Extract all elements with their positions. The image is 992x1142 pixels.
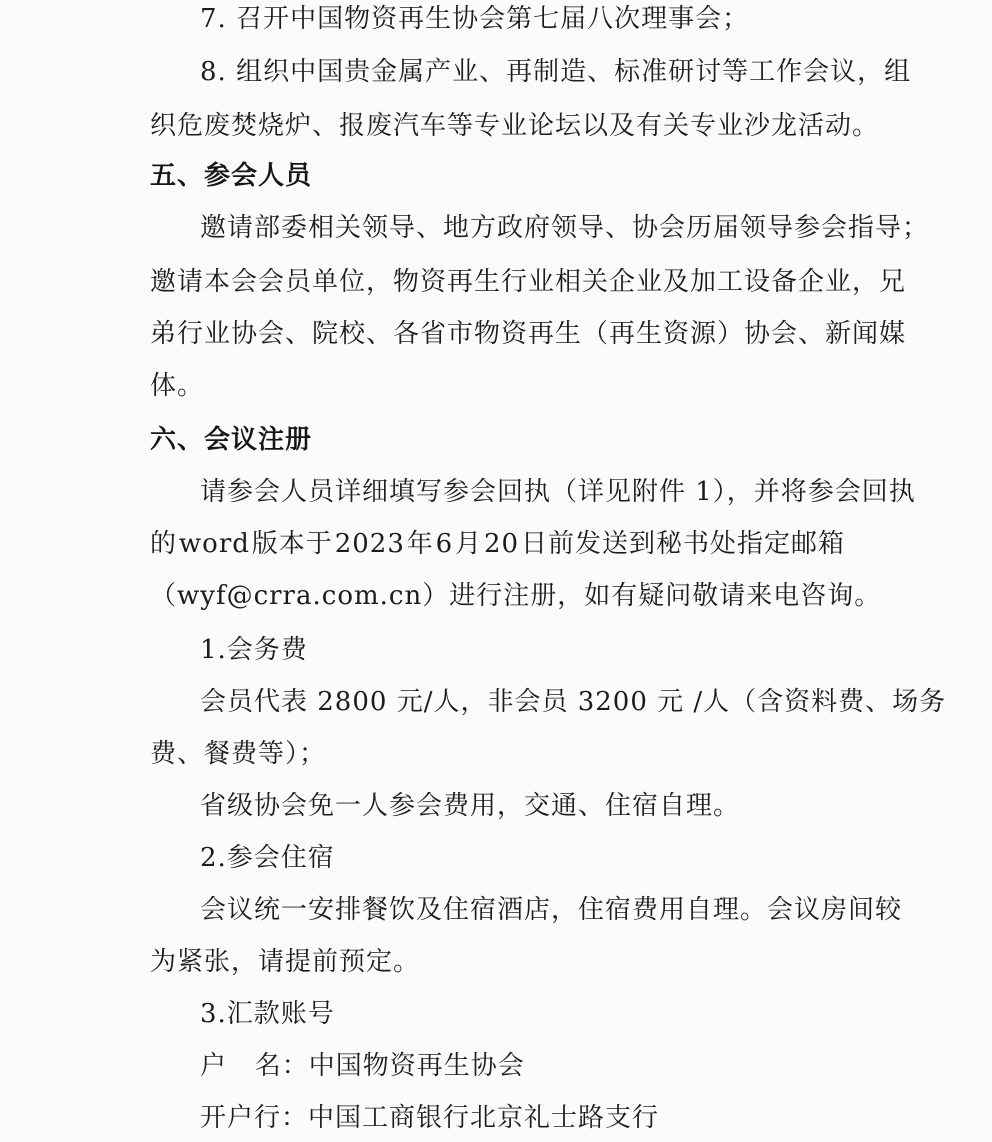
lodging-heading: 2.参会住宿 [200, 843, 335, 873]
fee-line-3: 省级协会免一人参会费用，交通、住宿自理。 [200, 791, 741, 821]
section-6-line-3: （wyf@crra.com.cn）进行注册，如有疑问敬请来电咨询。 [150, 581, 882, 611]
s6-line2-part: 6 [435, 529, 454, 559]
lodging-line-2: 为紧张，请提前预定。 [150, 947, 421, 977]
section-5-line-4: 体。 [150, 371, 205, 401]
s6-line2-part: 版本于 [251, 529, 333, 559]
fee-heading: 1.会务费 [200, 635, 308, 665]
s6-line2-part: 月 [455, 529, 483, 559]
account-heading: 3.汇款账号 [200, 999, 335, 1029]
agenda-item-8-line-1: 8. 组织中国贵金属产业、再制造、标准研讨等工作会议，组 [200, 57, 912, 87]
fee-line-2: 费、餐费等）； [150, 739, 327, 769]
agenda-item-7: 7. 召开中国物资再生协会第七届八次理事会； [200, 4, 750, 34]
lodging-line-1: 会议统一安排餐饮及住宿酒店，住宿费用自理。会议房间较 [200, 895, 903, 925]
s6-line2-part: 20 [484, 529, 520, 559]
s6-line2-part: 日前发送到秘书处指定邮箱 [520, 529, 845, 559]
section-6-line-1: 请参会人员详细填写参会回执（详见附件 1），并将参会回执 [200, 477, 916, 507]
fee-line-1: 会员代表 2800 元/人，非会员 3200 元 /人（含资料费、场务 [200, 687, 947, 717]
section-5-heading: 五、参会人员 [150, 161, 313, 191]
account-bank: 开户行：中国工商银行北京礼士路支行 [200, 1103, 660, 1133]
section-6-line-2 [150, 528, 845, 560]
section-6-heading: 六、会议注册 [150, 425, 313, 455]
agenda-item-8-line-2: 织危废焚烧炉、报废汽车等专业论坛以及有关专业沙龙活动。 [150, 111, 880, 141]
account-name: 户 名：中国物资再生协会 [200, 1051, 525, 1081]
section-5-line-3: 弟行业协会、院校、各省市物资再生（再生资源）协会、新闻媒 [150, 319, 907, 349]
section-5-line-2: 邀请本会会员单位，物资再生行业相关企业及加工设备企业，兄 [150, 267, 907, 297]
section-5-line-1: 邀请部委相关领导、地方政府领导、协会历届领导参会指导； [200, 213, 930, 243]
s6-line2-part: 年 [406, 529, 434, 559]
s6-line2-part: 的 [150, 529, 178, 559]
s6-line2-part: 2023 [334, 529, 405, 559]
s6-line2-part: word [178, 529, 250, 559]
